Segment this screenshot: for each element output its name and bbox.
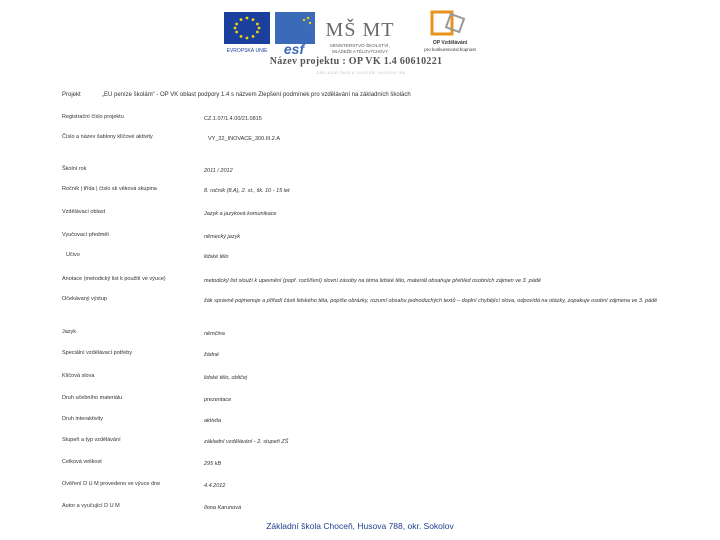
esf-logo bbox=[274, 10, 316, 58]
info-value: lidské tělo, obličej bbox=[204, 375, 248, 381]
msmt-logo bbox=[320, 10, 400, 58]
info-label: Číslo a název šablony klíčové aktivity bbox=[62, 134, 153, 140]
info-value: německý jazyk bbox=[204, 234, 241, 240]
info-label: Stupeň a typ vzdělávání bbox=[62, 437, 121, 443]
info-label: Celková velikost bbox=[62, 459, 102, 465]
info-value: žák správně pojmenuje a přiřadí části lidského těla, popíše obrázky, rozumí obsahu jednoduchých textů – doplní chybějící slova, odpovídá na otázky, zopakuje osobní zájmena ve 3. pádě bbox=[204, 298, 658, 304]
project-name-heading: Název projektu : OP VK 1.4 60610221 bbox=[269, 56, 443, 67]
projekt-value: „EU peníze školám“ - OP VK oblast podpory 1.4 s názvem Zlepšení podmínek pro vzdělávání na základních školách bbox=[102, 92, 411, 98]
info-value: VY_32_INOVACE_300.III.2.A bbox=[208, 136, 281, 142]
info-value: Ilona Karunová bbox=[204, 505, 241, 511]
info-label: Ročník | třída | číslo sk věková skupina bbox=[62, 186, 157, 192]
info-value: Jazyk a jazyková komunikace bbox=[204, 211, 277, 217]
logo-strip bbox=[222, 10, 482, 58]
info-label: Vzdělávací oblast bbox=[62, 209, 106, 215]
info-label: Druh interaktivity bbox=[62, 416, 103, 422]
info-label: Školní rok bbox=[62, 166, 87, 172]
msmt-caption-2: MLÁDEŽE A TĚLOVÝCHOVY bbox=[332, 49, 388, 54]
info-label: Ověření D U M provedeno ve výuce dne bbox=[62, 481, 161, 487]
info-value: 4.4.2012 bbox=[204, 483, 226, 489]
school-subline: ZÁKLADNÍ ŠKOLA CHOCEŇ, HUSOVA 788 bbox=[316, 71, 406, 75]
eu-flag-logo bbox=[222, 10, 272, 58]
op-vk-logo bbox=[418, 10, 482, 58]
info-label: Speciální vzdělávací potřeby bbox=[62, 350, 133, 356]
info-value: lidské tělo bbox=[204, 254, 229, 260]
info-label: Autor a vyučující D U M bbox=[62, 503, 120, 509]
info-value: 8. ročník (8.A), 2. st., šk. 10 - 15 let bbox=[204, 188, 290, 194]
info-value: CZ.1.07/1.4.00/21.0815 bbox=[204, 116, 262, 122]
info-label: Očekávaný výstup bbox=[62, 296, 107, 302]
info-label: Druh učebního materiálu bbox=[62, 395, 123, 401]
info-value: němčina bbox=[204, 331, 225, 337]
info-label: Jazyk bbox=[62, 329, 77, 335]
footer-school-name: Základní škola Choceň, Husova 788, okr. Sokolov bbox=[266, 521, 454, 531]
info-value: prezentace bbox=[204, 397, 232, 403]
esf-logo-text: esf bbox=[283, 41, 305, 57]
info-value: 295 kB bbox=[204, 461, 222, 467]
projekt-label: Projekt bbox=[62, 92, 81, 98]
info-label: Vyučovací předmět bbox=[62, 232, 109, 238]
op-caption-1: OP Vzdělávání bbox=[432, 40, 468, 46]
info-value: žádné bbox=[204, 352, 219, 358]
info-label: Anotace (metodický list k použití ve výuce) bbox=[62, 276, 166, 282]
info-label: Klíčová slova bbox=[62, 373, 95, 379]
info-value: metodický list slouží k upevnění (popř. rozšíření) slovní zásoby na téma lidské tělo, materiál obsahuje přehled osobních zájmen ve 3. pádě bbox=[204, 278, 541, 284]
msmt-logo-text: MŠ MT bbox=[325, 19, 395, 41]
info-label: Registrační číslo projektu bbox=[62, 114, 124, 120]
eu-caption: EVROPSKÁ UNIE bbox=[226, 48, 268, 54]
info-value: základní vzdělávání - 2. stupeň ZŠ bbox=[204, 439, 289, 445]
info-label: Učivo bbox=[66, 252, 80, 258]
info-value: 2011 / 2012 bbox=[204, 168, 233, 174]
info-value: aktivita bbox=[204, 418, 222, 424]
msmt-caption-1: MINISTERSTVO ŠKOLSTVÍ, bbox=[330, 43, 390, 48]
op-caption-2: pro konkurenceschopnost bbox=[424, 47, 476, 52]
